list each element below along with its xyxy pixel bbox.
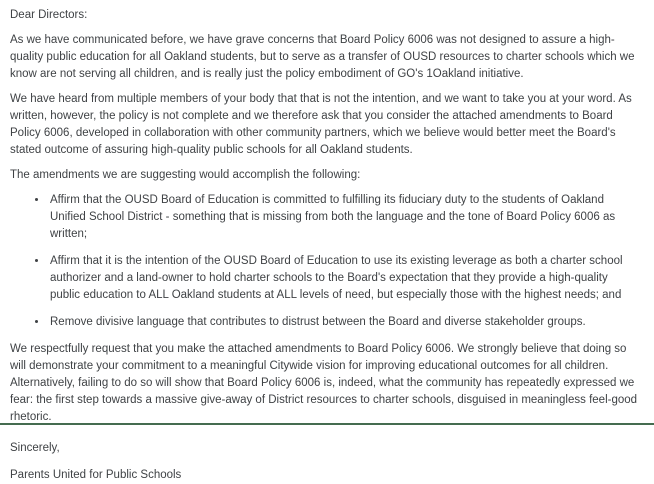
amendments-list xyxy=(10,192,640,331)
amendment-item-leverage: • Affirm that it is the intention of the OUSD Board of Education to use its existing leverage as both a charter school authorizer and a land-owner to hold charter schools to the Board's expectation that they provide a high-quality public education to ALL Oakland students at ALL levels of need, but especially those with the highest needs; and xyxy=(48,253,640,304)
paragraph-request: We respectfully request that you make the attached amendments to Board Policy 6006. We strongly believe that doing so will demonstrate your commitment to a meaningful Citywide vision for improving educational outcomes for all children. Alternatively, failing to do so will show that Board Policy 6006 is, indeed, what the community has repeatedly expressed we fear: the first step towards a massive give-away of District resources to charter schools, disguised in meaningless feel-good rhetoric. xyxy=(10,343,638,423)
amendment-item-fiduciary: • Affirm that the OUSD Board of Education is committed to fulfilling its fiduciary duty to the students of Oakland Unified School District - something that is missing from both the language and the tone of Board Policy 6006 as written; xyxy=(48,192,640,243)
salutation: Dear Directors: xyxy=(10,9,88,21)
paragraph-intention: We have heard from multiple members of your body that that is not the intention, and we want to take you at your word. As written, however, the policy is not complete and we therefore ask that you consider the attached amendments to Board Policy 6006, developed in collaboration with other community partners, which we believe would better meet the Board's stated outcome of assuring high-quality public schools for all Oakland students. xyxy=(10,93,632,156)
paragraph-concerns: As we have communicated before, we have grave concerns that Board Policy 6006 was not designed to assure a high-quality public education for all Oakland students, but to serve as a transfer of OUSD resources to charter schools which we know are not serving all children, and is really just the policy embodiment of GO's 1Oakland initiative. xyxy=(10,34,635,80)
amendments-intro: The amendments we are suggesting would accomplish the following: xyxy=(10,169,361,181)
signoff: Sincerely, xyxy=(10,442,60,454)
bottom-divider xyxy=(0,423,654,425)
signature: Parents United for Public Schools xyxy=(10,469,182,481)
amendment-item-language: • Remove divisive language that contributes to distrust between the Board and diverse stakeholder groups. xyxy=(48,314,640,331)
